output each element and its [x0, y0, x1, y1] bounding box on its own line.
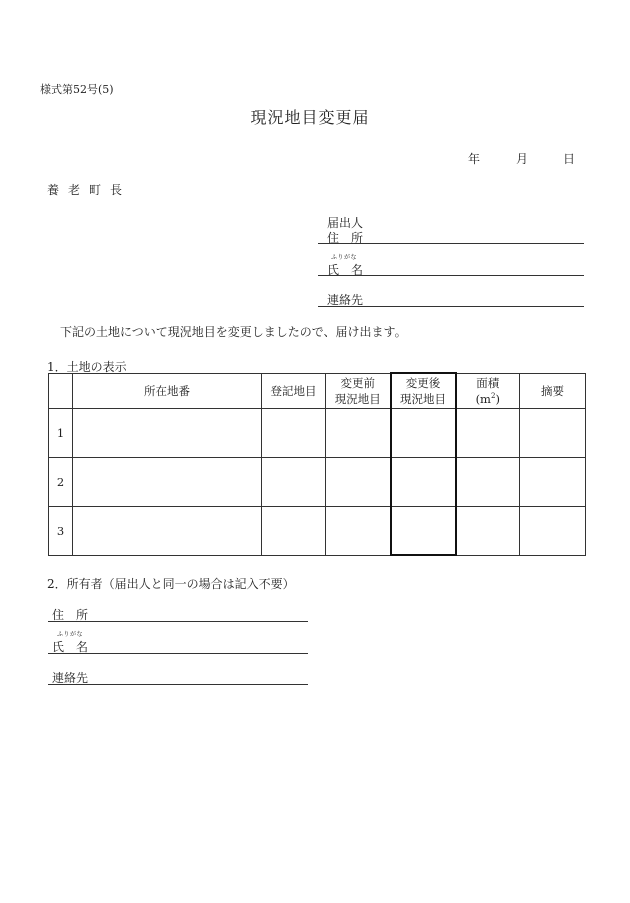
owner-address-field[interactable]: [48, 621, 308, 622]
after-category-cell[interactable]: [391, 506, 456, 555]
location-cell[interactable]: [73, 408, 262, 457]
form-number: 様式第52号(5): [40, 83, 114, 96]
header-after-line1: 変更後: [405, 375, 441, 390]
section2-heading: 2．所有者（届出人と同一の場合は記入不要）: [47, 577, 295, 591]
applicant-name-field[interactable]: [318, 275, 584, 276]
addressee: 養老町長: [47, 183, 132, 197]
remarks-cell[interactable]: [520, 457, 586, 506]
applicant-heading: 届出人: [327, 216, 364, 230]
header-remarks: 摘要: [520, 373, 586, 408]
header-after-category: [391, 373, 456, 408]
header-area-line1: 面積: [476, 375, 500, 390]
intro-text: 下記の土地について現況地目を変更しましたので、届け出ます。: [60, 325, 407, 339]
header-registered-category: 登記地目: [262, 373, 326, 408]
table-row: [49, 506, 586, 555]
header-before-line2: 現況地目: [334, 391, 381, 406]
header-area-unit-open: (m: [475, 391, 491, 406]
owner-furigana-label: ふりがな: [57, 631, 84, 638]
registered-category-cell[interactable]: [262, 408, 326, 457]
header-area-unit-close: ): [495, 391, 500, 406]
area-cell[interactable]: [456, 506, 520, 555]
header-location: 所在地番: [73, 373, 262, 408]
registered-category-cell[interactable]: [262, 457, 326, 506]
row-number: 2: [49, 457, 73, 506]
owner-contact-field[interactable]: [48, 684, 308, 685]
header-before-line1: 変更前: [340, 375, 375, 390]
applicant-address-label: 住 所: [327, 231, 364, 245]
applicant-contact-field[interactable]: [318, 306, 584, 307]
remarks-cell[interactable]: [520, 408, 586, 457]
header-area-line2: [457, 391, 520, 407]
owner-address-label: 住 所: [52, 608, 89, 622]
row-number: 3: [49, 506, 73, 555]
area-cell[interactable]: [456, 457, 520, 506]
remarks-cell[interactable]: [520, 506, 586, 555]
owner-contact-label: 連絡先: [52, 671, 89, 685]
before-category-cell[interactable]: [326, 408, 391, 457]
table-header-row: [49, 373, 586, 408]
location-cell[interactable]: [73, 506, 262, 555]
page-title: 現況地目変更届: [250, 108, 370, 127]
after-category-cell[interactable]: [391, 408, 456, 457]
header-area: [456, 373, 520, 408]
area-cell[interactable]: [456, 408, 520, 457]
row-number: 1: [49, 408, 73, 457]
table-row: [49, 457, 586, 506]
header-number: [49, 373, 73, 408]
before-category-cell[interactable]: [326, 506, 391, 555]
owner-name-label: 氏 名: [52, 640, 89, 654]
header-after-line2: 現況地目: [400, 391, 446, 406]
date-year-label: 年: [468, 152, 481, 166]
applicant-name-label: 氏 名: [327, 263, 364, 277]
before-category-cell[interactable]: [326, 457, 391, 506]
applicant-contact-label: 連絡先: [327, 293, 364, 307]
location-cell[interactable]: [73, 457, 262, 506]
date-month-label: 月: [516, 152, 529, 166]
owner-name-field[interactable]: [48, 653, 308, 654]
after-category-cell[interactable]: [391, 457, 456, 506]
land-table: [48, 372, 586, 556]
applicant-address-field[interactable]: [318, 243, 584, 244]
date-day-label: 日: [563, 152, 576, 166]
registered-category-cell[interactable]: [262, 506, 326, 555]
table-row: [49, 408, 586, 457]
header-before-category: [326, 373, 391, 408]
applicant-furigana-label: ふりがな: [331, 254, 358, 261]
section1-heading: 1．土地の表示: [47, 360, 127, 374]
header-area-unit-sup: 2: [490, 391, 496, 400]
